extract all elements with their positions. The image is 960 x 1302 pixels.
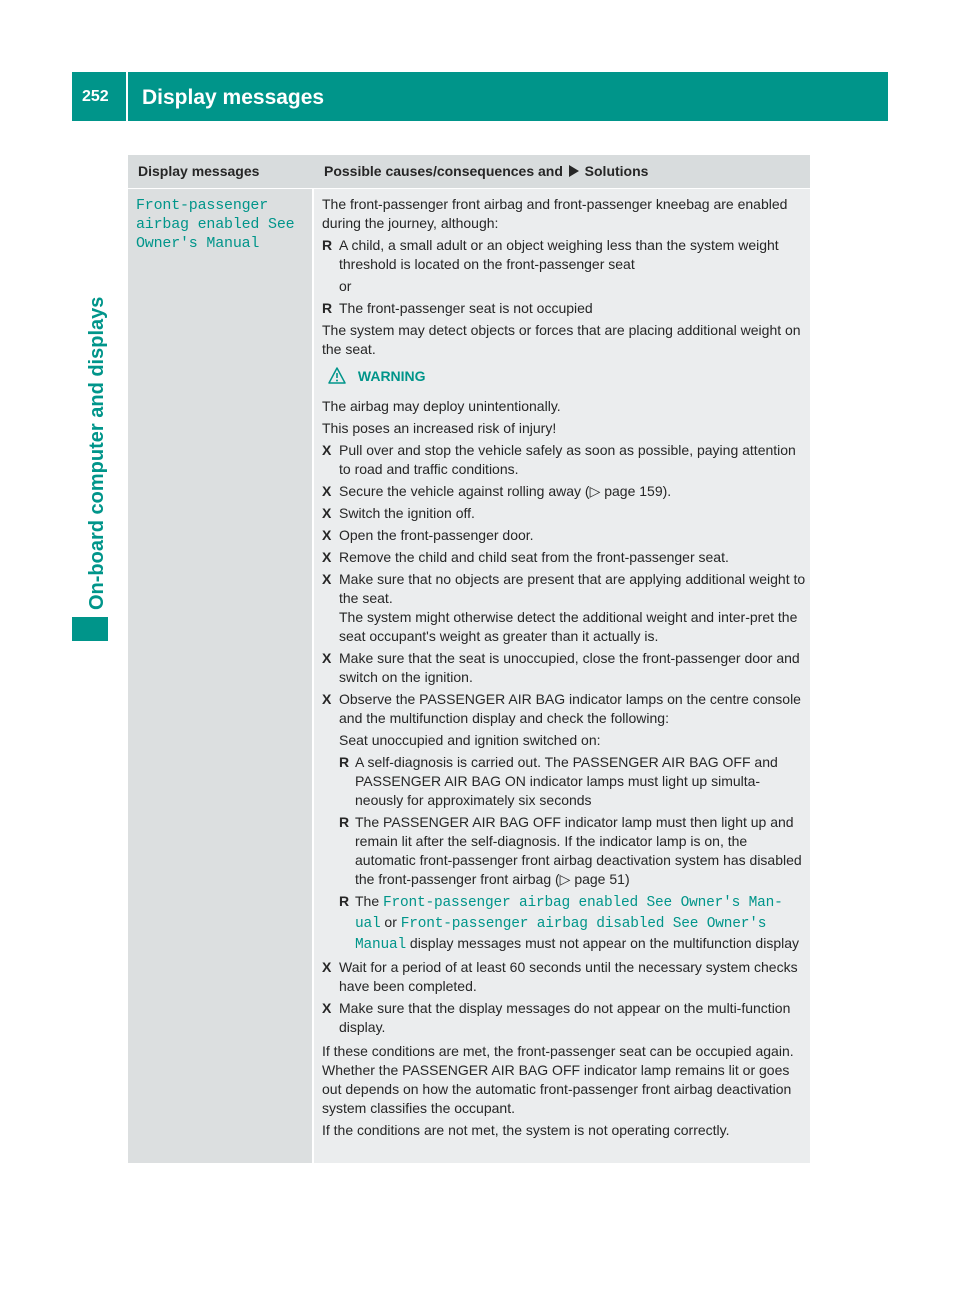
check-text: display messages must not appear on the multifunction display: [409, 935, 800, 951]
condition-item: [322, 299, 806, 318]
display-message-inline: Front-passenger airbag enabled See Owner's Man-ual: [355, 895, 783, 932]
final-text: If the conditions are not met, the system is not operating correctly.: [322, 1122, 730, 1138]
side-tab-marker: [72, 617, 108, 641]
step-icon: X: [322, 442, 332, 458]
step-item: [322, 999, 806, 1037]
solutions-arrow-icon: [569, 165, 579, 177]
display-message: [136, 196, 316, 253]
step-item: [322, 649, 806, 687]
step-item: [322, 548, 806, 567]
table-header: [128, 155, 810, 188]
check-item: [339, 813, 806, 889]
step-text: ).: [662, 483, 672, 499]
check-text: A self-diagnosis is carried out. The PASSENGER AIR BAG OFF and PASSENGER AIR BAG ON indicator lamps must light up simulta-neously for approximately six seconds: [355, 754, 778, 808]
or-text: or: [339, 278, 352, 294]
step-text: Make sure that the display messages do not appear on the multi-function display.: [339, 1000, 791, 1035]
solutions-cell: [314, 189, 810, 1163]
step-item: [322, 690, 806, 728]
seat-unoccupied-text: Seat unoccupied and ignition switched on:: [339, 732, 601, 748]
bullet-icon: R: [339, 754, 350, 770]
warning-triangle-icon: [328, 367, 346, 384]
step-icon: X: [322, 527, 332, 543]
page-ref-arrow-icon: ▷: [589, 483, 605, 499]
step-text: Make sure that the seat is unoccupied, close the front-passenger door and switch on the ignition.: [339, 650, 800, 685]
step-text: Wait for a period of at least 60 seconds until the necessary system checks have been completed.: [339, 959, 798, 994]
step-icon: X: [322, 1000, 332, 1016]
warning-text: The airbag may deploy unintentionally.: [322, 398, 561, 414]
step-text: Make sure that no objects are present that are applying additional weight to the seat.: [339, 571, 806, 606]
col-header-causes: Possible causes/consequences and: [324, 163, 563, 179]
detect-text: The system may detect objects or forces that are placing additional weight on the seat.: [322, 322, 801, 357]
display-messages-table: [128, 155, 810, 1163]
warning-label: WARNING: [357, 368, 426, 384]
page-number: 252: [82, 88, 109, 105]
step-text: Pull over and stop the vehicle safely as soon as possible, paying attention to road and traffic conditions.: [339, 442, 796, 477]
step-icon: X: [322, 959, 332, 975]
step-text: Switch the ignition off.: [339, 505, 475, 521]
final-text: If these conditions are met, the front-passenger seat can be occupied again. Whether the PASSENGER AIR BAG OFF indicator lamp remains lit or goes out depends on how the automatic front-passenger front airbag deactivation system classifies the occupant.: [322, 1043, 794, 1116]
display-message-line: Front-passenger: [136, 197, 269, 214]
bullet-icon: R: [339, 814, 350, 830]
page-header: [72, 72, 888, 121]
display-message-inline: Front-passenger airbag disabled See Owner's Manual: [355, 916, 767, 953]
message-cell: [128, 189, 312, 1163]
condition-text: A child, a small adult or an object weighing less than the system weight threshold is located on the front-passenger seat: [339, 237, 779, 272]
bullet-icon: R: [322, 300, 333, 316]
step-text: Open the front-passenger door.: [339, 527, 534, 543]
step-item: [322, 526, 806, 545]
check-text: or: [384, 914, 397, 930]
check-item: [339, 892, 806, 955]
step-item: [322, 504, 806, 523]
step-text: Secure the vehicle against rolling away (: [339, 483, 590, 499]
step-item: [322, 958, 806, 996]
step-icon: X: [322, 650, 332, 666]
condition-text: The front-passenger seat is not occupied: [339, 300, 593, 316]
header-divider: [126, 72, 128, 121]
page-title: Display messages: [142, 86, 325, 109]
step-icon: X: [322, 691, 332, 707]
page-ref-link[interactable]: page 51: [574, 871, 625, 887]
step-icon: X: [322, 549, 332, 565]
page-ref-link[interactable]: page 159: [604, 483, 663, 499]
step-item: [322, 441, 806, 479]
step-note: The system might otherwise detect the additional weight and inter-pret the seat occupant's weight as greater than it actually is.: [339, 609, 798, 644]
side-tab-label: On-board computer and displays: [86, 296, 108, 610]
step-icon: X: [322, 483, 332, 499]
step-item: [322, 482, 806, 501]
page-ref-arrow-icon: ▷: [559, 871, 575, 887]
display-message-line: Owner's Manual: [136, 235, 260, 252]
col-header-solutions: Solutions: [584, 163, 649, 179]
col-header-causes-solutions: [324, 163, 648, 179]
display-message-line: airbag enabled See: [136, 216, 295, 233]
step-icon: X: [322, 571, 332, 587]
solutions-content: [322, 195, 806, 1143]
check-text: ): [624, 871, 630, 887]
warning-heading: [328, 367, 806, 389]
step-item: [322, 570, 806, 646]
check-text: The PASSENGER AIR BAG OFF indicator lamp must then light up and remain lit after the self-diagnosis. If the indicator lamp is on, the automatic front-passenger front airbag deactivation system has disabled the front-passenger front airbag (: [355, 814, 802, 887]
bullet-icon: R: [322, 237, 333, 253]
check-text: The: [355, 893, 380, 909]
step-icon: X: [322, 505, 332, 521]
step-text: Remove the child and child seat from the front-passenger seat.: [339, 549, 729, 565]
col-header-display-messages: Display messages: [138, 163, 260, 179]
check-item: [339, 753, 806, 810]
intro-text: The front-passenger front airbag and front-passenger kneebag are enabled during the journey, although:: [322, 196, 788, 231]
bullet-icon: R: [339, 893, 350, 909]
step-text: Observe the PASSENGER AIR BAG indicator lamps on the centre console and the multifunction display and check the following:: [339, 691, 801, 726]
condition-item: [322, 236, 806, 296]
warning-text: This poses an increased risk of injury!: [322, 420, 557, 436]
